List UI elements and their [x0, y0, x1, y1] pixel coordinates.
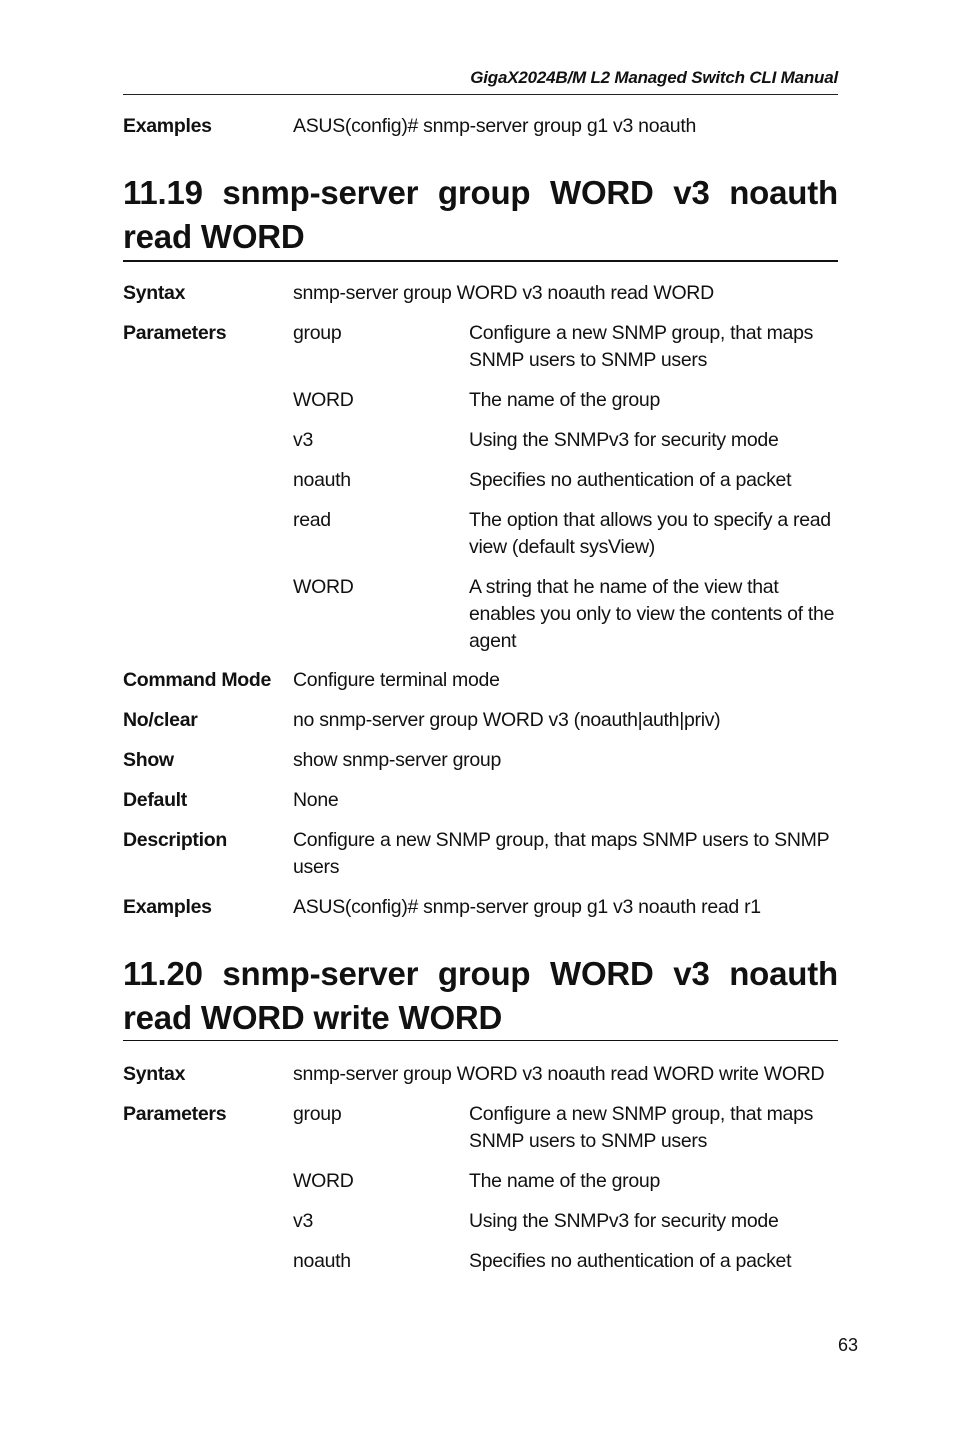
parameter-description: Using the SNMPv3 for security mode: [469, 1210, 779, 1232]
examples-value: ASUS(config)# snmp-server group g1 v3 noauth read r1: [293, 896, 761, 918]
parameter-name: group: [293, 322, 342, 344]
examples-value: ASUS(config)# snmp-server group g1 v3 noauth: [293, 115, 697, 137]
parameter-description: The option that allows you to specify a read view (default sysView): [469, 509, 831, 558]
parameter-name: v3: [293, 1210, 313, 1232]
show-label: Show: [123, 749, 174, 771]
running-header: GigaX2024B/M L2 Managed Switch CLI Manual: [470, 68, 838, 87]
section-title-11-19: 11.19 snmp-server group WORD v3 noauth read WORD: [123, 174, 838, 255]
parameter-name: v3: [293, 429, 313, 451]
parameter-description: The name of the group: [469, 1170, 660, 1192]
command-mode-value: Configure terminal mode: [293, 669, 500, 691]
examples-label: Examples: [123, 115, 212, 137]
syntax-label: Syntax: [123, 1063, 186, 1085]
no-clear-value: no snmp-server group WORD v3 (noauth|auth|priv): [293, 709, 721, 731]
parameter-description: Specifies no authentication of a packet: [469, 469, 792, 491]
parameter-description: A string that he name of the view that enables you only to view the contents of the agent: [469, 576, 835, 652]
parameter-description: Configure a new SNMP group, that maps SNMP users to SNMP users: [469, 1103, 814, 1152]
description-value: Configure a new SNMP group, that maps SNMP users to SNMP users: [293, 829, 829, 878]
parameter-name: WORD: [293, 576, 354, 598]
section-divider-11-20: [123, 1040, 838, 1041]
header-divider: [123, 94, 838, 95]
section-divider-11-19: [123, 260, 838, 262]
parameter-name: noauth: [293, 1250, 351, 1272]
parameter-name: group: [293, 1103, 342, 1125]
parameter-description: The name of the group: [469, 389, 660, 411]
parameter-description: Configure a new SNMP group, that maps SNMP users to SNMP users: [469, 322, 814, 371]
parameter-name: read: [293, 509, 331, 531]
default-label: Default: [123, 789, 187, 811]
syntax-label: Syntax: [123, 282, 186, 304]
syntax-value: snmp-server group WORD v3 noauth read WORD write WORD: [293, 1063, 825, 1085]
parameters-label: Parameters: [123, 322, 227, 344]
no-clear-label: No/clear: [123, 709, 198, 731]
syntax-value: snmp-server group WORD v3 noauth read WORD: [293, 282, 714, 304]
parameters-label: Parameters: [123, 1103, 227, 1125]
parameter-name: noauth: [293, 469, 351, 491]
parameter-description: Using the SNMPv3 for security mode: [469, 429, 779, 451]
section-title-11-20: 11.20 snmp-server group WORD v3 noauth read WORD write WORD: [123, 955, 838, 1036]
show-value: show snmp-server group: [293, 749, 501, 771]
parameter-name: WORD: [293, 1170, 354, 1192]
command-mode-label: Command Mode: [123, 669, 272, 691]
page-number: 63: [837, 1335, 858, 1355]
examples-label: Examples: [123, 896, 212, 918]
parameter-description: Specifies no authentication of a packet: [469, 1250, 792, 1272]
parameter-name: WORD: [293, 389, 354, 411]
default-value: None: [293, 789, 339, 811]
description-label: Description: [123, 829, 227, 851]
